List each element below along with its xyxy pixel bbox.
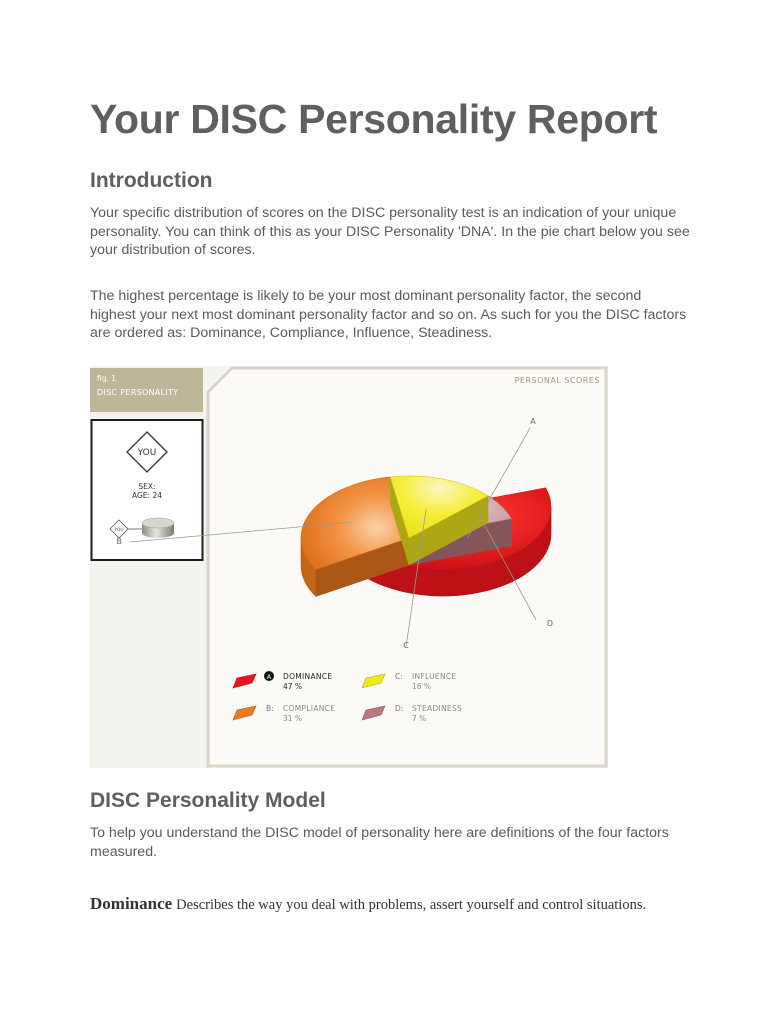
intro-paragraph-2: The highest percentage is likely to be your most dominant personality factor, the second highest your next most dominant personality factor and so on. As such for you the DISC factors are ordered as: Dominance, Compliance, Influence, Steadiness.: [90, 288, 687, 342]
figure-number: fig. 1: [97, 374, 117, 383]
callout-letter-a: A: [530, 417, 536, 426]
legend-name-dominance: DOMINANCE: [283, 672, 333, 681]
dominance-description: Describes the way you deal with problems, assert yourself and control situations.: [176, 897, 647, 913]
page-title: Your DISC Personality Report: [90, 96, 658, 142]
sex-label: SEX:: [138, 482, 156, 491]
legend-name-influence: INFLUENCE: [412, 672, 457, 681]
legend-value-influence: 16 %: [412, 682, 432, 691]
legend-letter-b: B:: [266, 704, 274, 713]
age-label: AGE: 24: [131, 491, 163, 500]
callout-letter-b: B: [116, 537, 122, 546]
chart-title: PERSONAL SCORES: [514, 376, 600, 385]
dominance-definition: [90, 894, 646, 914]
disc-personality-figure: [90, 366, 608, 768]
legend-name-compliance: COMPLIANCE: [283, 704, 336, 713]
legend-value-steadiness: 7 %: [412, 714, 427, 723]
dominance-term: Dominance: [90, 894, 173, 913]
callout-letter-d: D: [546, 619, 554, 628]
you-label: YOU: [137, 448, 157, 458]
legend-letter-d: D:: [395, 704, 404, 713]
figure-title: DISC PERSONALITY: [97, 388, 179, 397]
legend-letter-c: C:: [395, 672, 403, 681]
legend-value-dominance: 47 %: [283, 682, 303, 691]
mini-badge-label: YOU: [114, 528, 124, 533]
introduction-heading: Introduction: [90, 169, 213, 192]
disc-model-heading: DISC Personality Model: [90, 789, 326, 812]
callout-letter-c: C: [403, 641, 409, 650]
legend-letter-a: A: [266, 673, 272, 681]
disc-model-paragraph: To help you understand the DISC model of personality here are definitions of the four factors measured.: [90, 825, 669, 860]
legend-value-compliance: 31 %: [283, 714, 303, 723]
chart-cylinder-icon: [142, 518, 174, 538]
intro-paragraph-1: Your specific distribution of scores on the DISC personality test is an indication of your unique personality. You can think of this as your DISC Personality 'DNA'. In the pie chart below you see your distribution of scores.: [90, 205, 690, 259]
legend-name-steadiness: STEADINESS: [412, 704, 463, 713]
